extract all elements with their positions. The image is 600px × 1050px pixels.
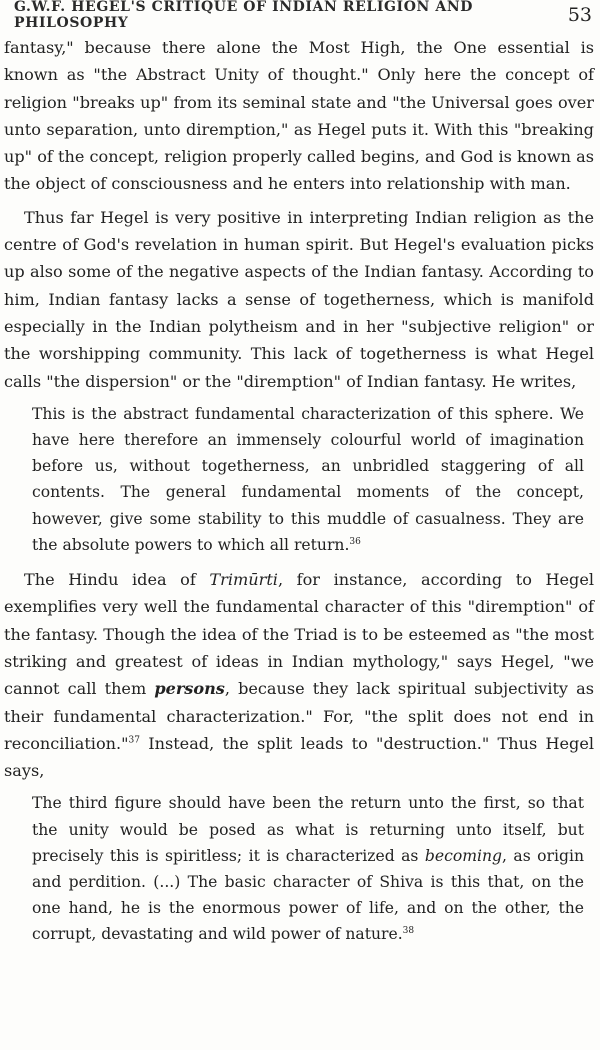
block-quote-2-part-a: The third figure should have been the return unto the first, so that the unity would be posed as what is returning unto itself, but precisely this is spiritless; it is characterized as [32, 794, 584, 865]
footnote-ref-36: 36 [349, 536, 361, 547]
block-quote-2 [32, 790, 584, 947]
paragraph-3-part-a: The Hindu idea of [24, 570, 210, 590]
page-header [14, 0, 592, 30]
body-text [4, 34, 594, 956]
term-trimurti: Trimūrti [209, 570, 278, 590]
paragraph-3-part-b: , for instance, according to Hegel exemplifies very well the fundamental character of this "diremption" of the fantasy. Though the idea of the Triad is to be esteemed as "the most striking and greatest of ideas in Indian mythology," says Hegel, "we cannot call them [4, 570, 595, 699]
page-number: 53 [567, 4, 592, 26]
term-becoming: becoming [424, 846, 503, 865]
running-head: G.W.F. HEGEL'S CRITIQUE OF INDIAN RELIGION AND PHILOSOPHY [14, 0, 473, 31]
term-persons: persons [154, 679, 225, 699]
block-quote-1-text: This is the abstract fundamental characterization of this sphere. We have here therefore an immensely colourful world of imagination before us, without togetherness, an unbridled staggering of all contents. The general fundamental moments of the concept, however, give some stability to this muddle of casualness. They are the absolute powers to which all return. [32, 404, 584, 554]
footnote-ref-37: 37 [128, 735, 140, 746]
paragraph-1: fantasy," because there alone the Most High, the One essential is known as "the Abstract Unity of thought." Only here the concept of religion "breaks up" from its seminal state and "the Universal goes over unto separation, unto diremption," as Hegel puts it. With this "breaking up" of the concept, religion properly called begins, and God is known as the object of consciousness and he enters into relationship with man. [4, 38, 594, 194]
paragraph-3 [4, 566, 594, 784]
footnote-ref-38: 38 [402, 926, 415, 937]
block-quote-2-part-b: , as origin and perdition. (...) The basic character of Shiva is this that, on the one hand, he is the enormous power of life, and on the other, the corrupt, devastating and wild power of nature. [32, 846, 584, 944]
paragraph-3-part-d: Instead, the split leads to "destruction." Thus Hegel says, [4, 733, 594, 781]
block-quote-1 [32, 401, 584, 558]
paragraph-2: Thus far Hegel is very positive in interpreting Indian religion as the centre of God's revelation in human spirit. But Hegel's evaluation picks up also some of the negative aspects of the Indian fantasy. According to him, Indian fantasy lacks a sense of togetherness, which is manifold especially in the Indian polytheism and in her "subjective religion" or the worshipping community. This lack of togetherness is what Hegel calls "the dispersion" or the "diremption" of Indian fantasy. He writes, [4, 207, 594, 391]
paragraph-3-part-c: , because they lack spiritual subjectivity as their fundamental characterization." For, "the split does not end in reconciliation." [4, 679, 594, 753]
